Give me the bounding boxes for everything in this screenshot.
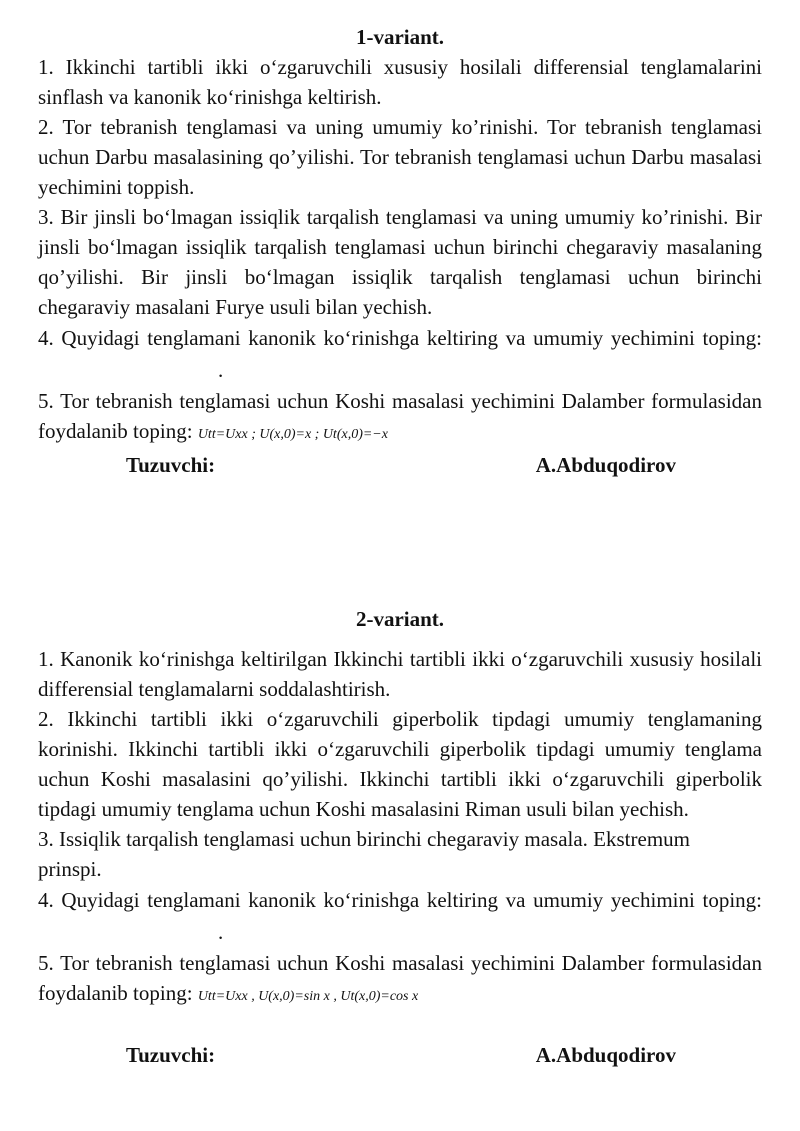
variant-2-question-5-text: 5. Tor tebranish tenglamasi uchun Koshi masalasi yechimini Dalamber formulasidan foydalanib toping: xyxy=(38,951,762,1005)
variant-1-question-4 xyxy=(38,322,762,386)
variant-1-signature xyxy=(38,450,762,480)
variant-2-question-4 xyxy=(38,884,762,948)
variant-2-question-2: 2. Ikkinchi tartibli ikki o‘zgaruvchili giperbolik tipdagi umumiy tenglamaning korinishi. Ikkinchi tartibli ikki o‘zgaruvchili giperbolik tipdagi umumiy tenglama uchun Koshi masalasini qo’yilishi. Ikkinchi tartibli ikki o‘zgaruvchili giperbolik tipdagi umumiy tenglama uchun Koshi masalasini Riman usuli bilan yechish. xyxy=(38,707,762,821)
variant-1-question-3: 3. Bir jinsli bo‘lmagan issiqlik tarqalish tenglamasi va uning umumiy ko’rinishi. Bir jinsli bo‘lmagan issiqlik tarqalish tenglamasi uchun birinchi chegaraviy masalaning qo’yilishi. Bir jinsli bo‘lmagan issiqlik tarqalish tenglamasi uchun birinchi chegaraviy masalani Furye usuli bilan yechish. xyxy=(38,205,762,319)
variant-1-author-label: Tuzuvchi: xyxy=(126,453,216,477)
variant-1-question-2: 2. Tor tebranish tenglamasi va uning umumiy ko’rinishi. Tor tebranish tenglamasi uchun Darbu masalasining qo’yilishi. Tor tebranish tenglamasi uchun Darbu masalasi yechimini toppish. xyxy=(38,115,762,199)
variant-2-question-1: 1. Kanonik ko‘rinishga keltirilgan Ikkinchi tartibli ikki o‘zgaruvchili xususiy hosilali differensial tenglamalarni soddalashtirish. xyxy=(38,647,762,701)
variant-1-title: 1-variant. xyxy=(355,25,445,49)
variant-2-question-4-text: 4. Quyidagi tenglamani kanonik ko‘rinishga keltiring va umumiy yechimini toping: xyxy=(38,888,762,912)
variant-2-question-5 xyxy=(38,948,762,1012)
variant-2-author-name: A.Abduqodirov xyxy=(535,1043,676,1067)
variant-2-title: 2-variant. xyxy=(355,607,445,631)
variant-2-question-3: 3. Issiqlik tarqalish tenglamasi uchun birinchi chegaraviy masala. Ekstremum prinspi. xyxy=(38,827,690,881)
variant-2-section xyxy=(38,604,762,1070)
variant-1-author-name: A.Abduqodirov xyxy=(535,453,676,477)
variant-1-formula: Utt=Uxx ; U(x,0)=x ; Ut(x,0)=−x xyxy=(197,427,388,442)
variant-1-question-5 xyxy=(38,386,762,450)
variant-1-section xyxy=(38,22,762,480)
variant-2-signature xyxy=(38,1040,762,1070)
variant-2-question-4-end: . xyxy=(218,920,224,944)
variant-1-question-5-text: 5. Tor tebranish tenglamasi uchun Koshi masalasi yechimini Dalamber formulasidan foydalanib toping: xyxy=(38,389,762,443)
variant-1-question-4-text: 4. Quyidagi tenglamani kanonik ko‘rinishga keltiring va umumiy yechimini toping: xyxy=(38,326,762,350)
variant-1-question-1: 1. Ikkinchi tartibli ikki o‘zgaruvchili xususiy hosilali differensial tenglamalarini sinflash va kanonik ko‘rinishga keltirish. xyxy=(38,55,762,109)
variant-2-author-label: Tuzuvchi: xyxy=(126,1043,216,1067)
variant-2-formula: Utt=Uxx , U(x,0)=sin x , Ut(x,0)=cos x xyxy=(197,989,419,1004)
variant-1-question-4-end: . xyxy=(218,358,224,382)
